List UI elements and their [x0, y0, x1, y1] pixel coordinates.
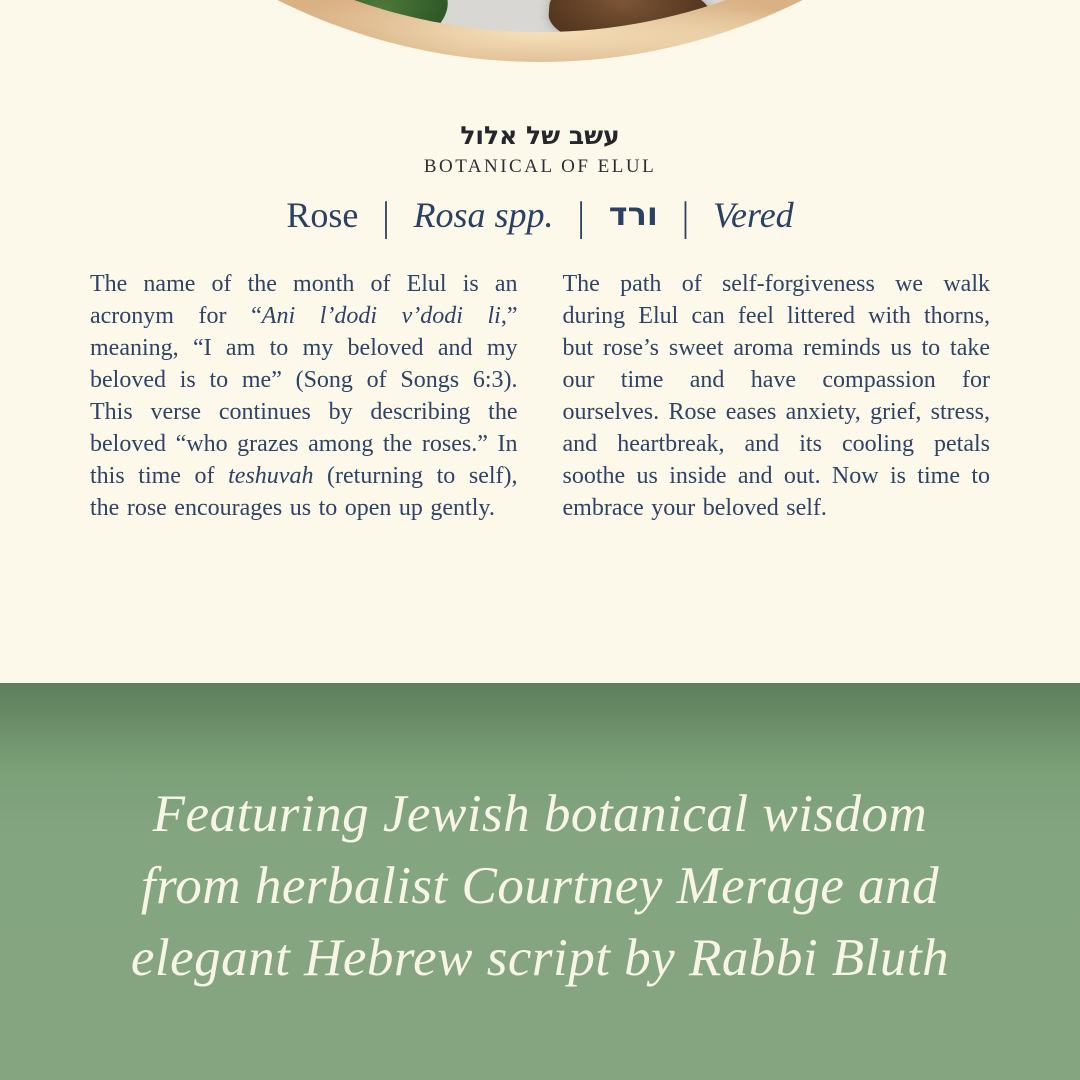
plant-name-hebrew: ורד — [608, 195, 658, 233]
divider-bar: | — [681, 193, 690, 239]
plant-name-english: Rose — [286, 195, 359, 235]
credits-text — [0, 683, 1080, 1080]
credits-line: Featuring Jewish botanical wisdom — [152, 784, 928, 843]
credits-line: from herbalist Courtney Merage and — [140, 856, 940, 915]
plant-title — [0, 193, 1080, 239]
credits-line: elegant Hebrew script by Rabbi Bluth — [130, 928, 950, 987]
plant-name-latin: Rosa spp. — [413, 195, 554, 235]
left-column-paragraph: The name of the month of Elul is an acronym for “Ani l’dodi v’dodi li,” meaning, “I am to my beloved and my beloved is to me” (Song of Songs 6:3). This verse continues by describing the beloved “who grazes among the roses.” In this time of teshuvah (returning to self), the rose encourages us to open up gently. — [90, 271, 518, 521]
hebrew-title: עשב של אלול — [460, 121, 620, 150]
roots-illustration — [547, 0, 715, 32]
divider-bar: | — [577, 193, 585, 239]
divider-bar: | — [382, 193, 390, 239]
plant-name-transliteration: Vered — [713, 195, 794, 235]
right-column-paragraph: The path of self-forgiveness we walk during Elul can feel littered with thorns, but rose’s sweet aroma reminds us to take our time and have compassion for ourselves. Rose eases anxiety, grief, stress, and heartbreak, and its cooling petals soothe us inside and out. Now is time to embrace your beloved self. — [562, 271, 990, 521]
botanical-of-elul-label: BOTANICAL OF ELUL — [423, 156, 657, 177]
body-columns — [90, 268, 990, 524]
botanical-photo — [0, 0, 1080, 32]
